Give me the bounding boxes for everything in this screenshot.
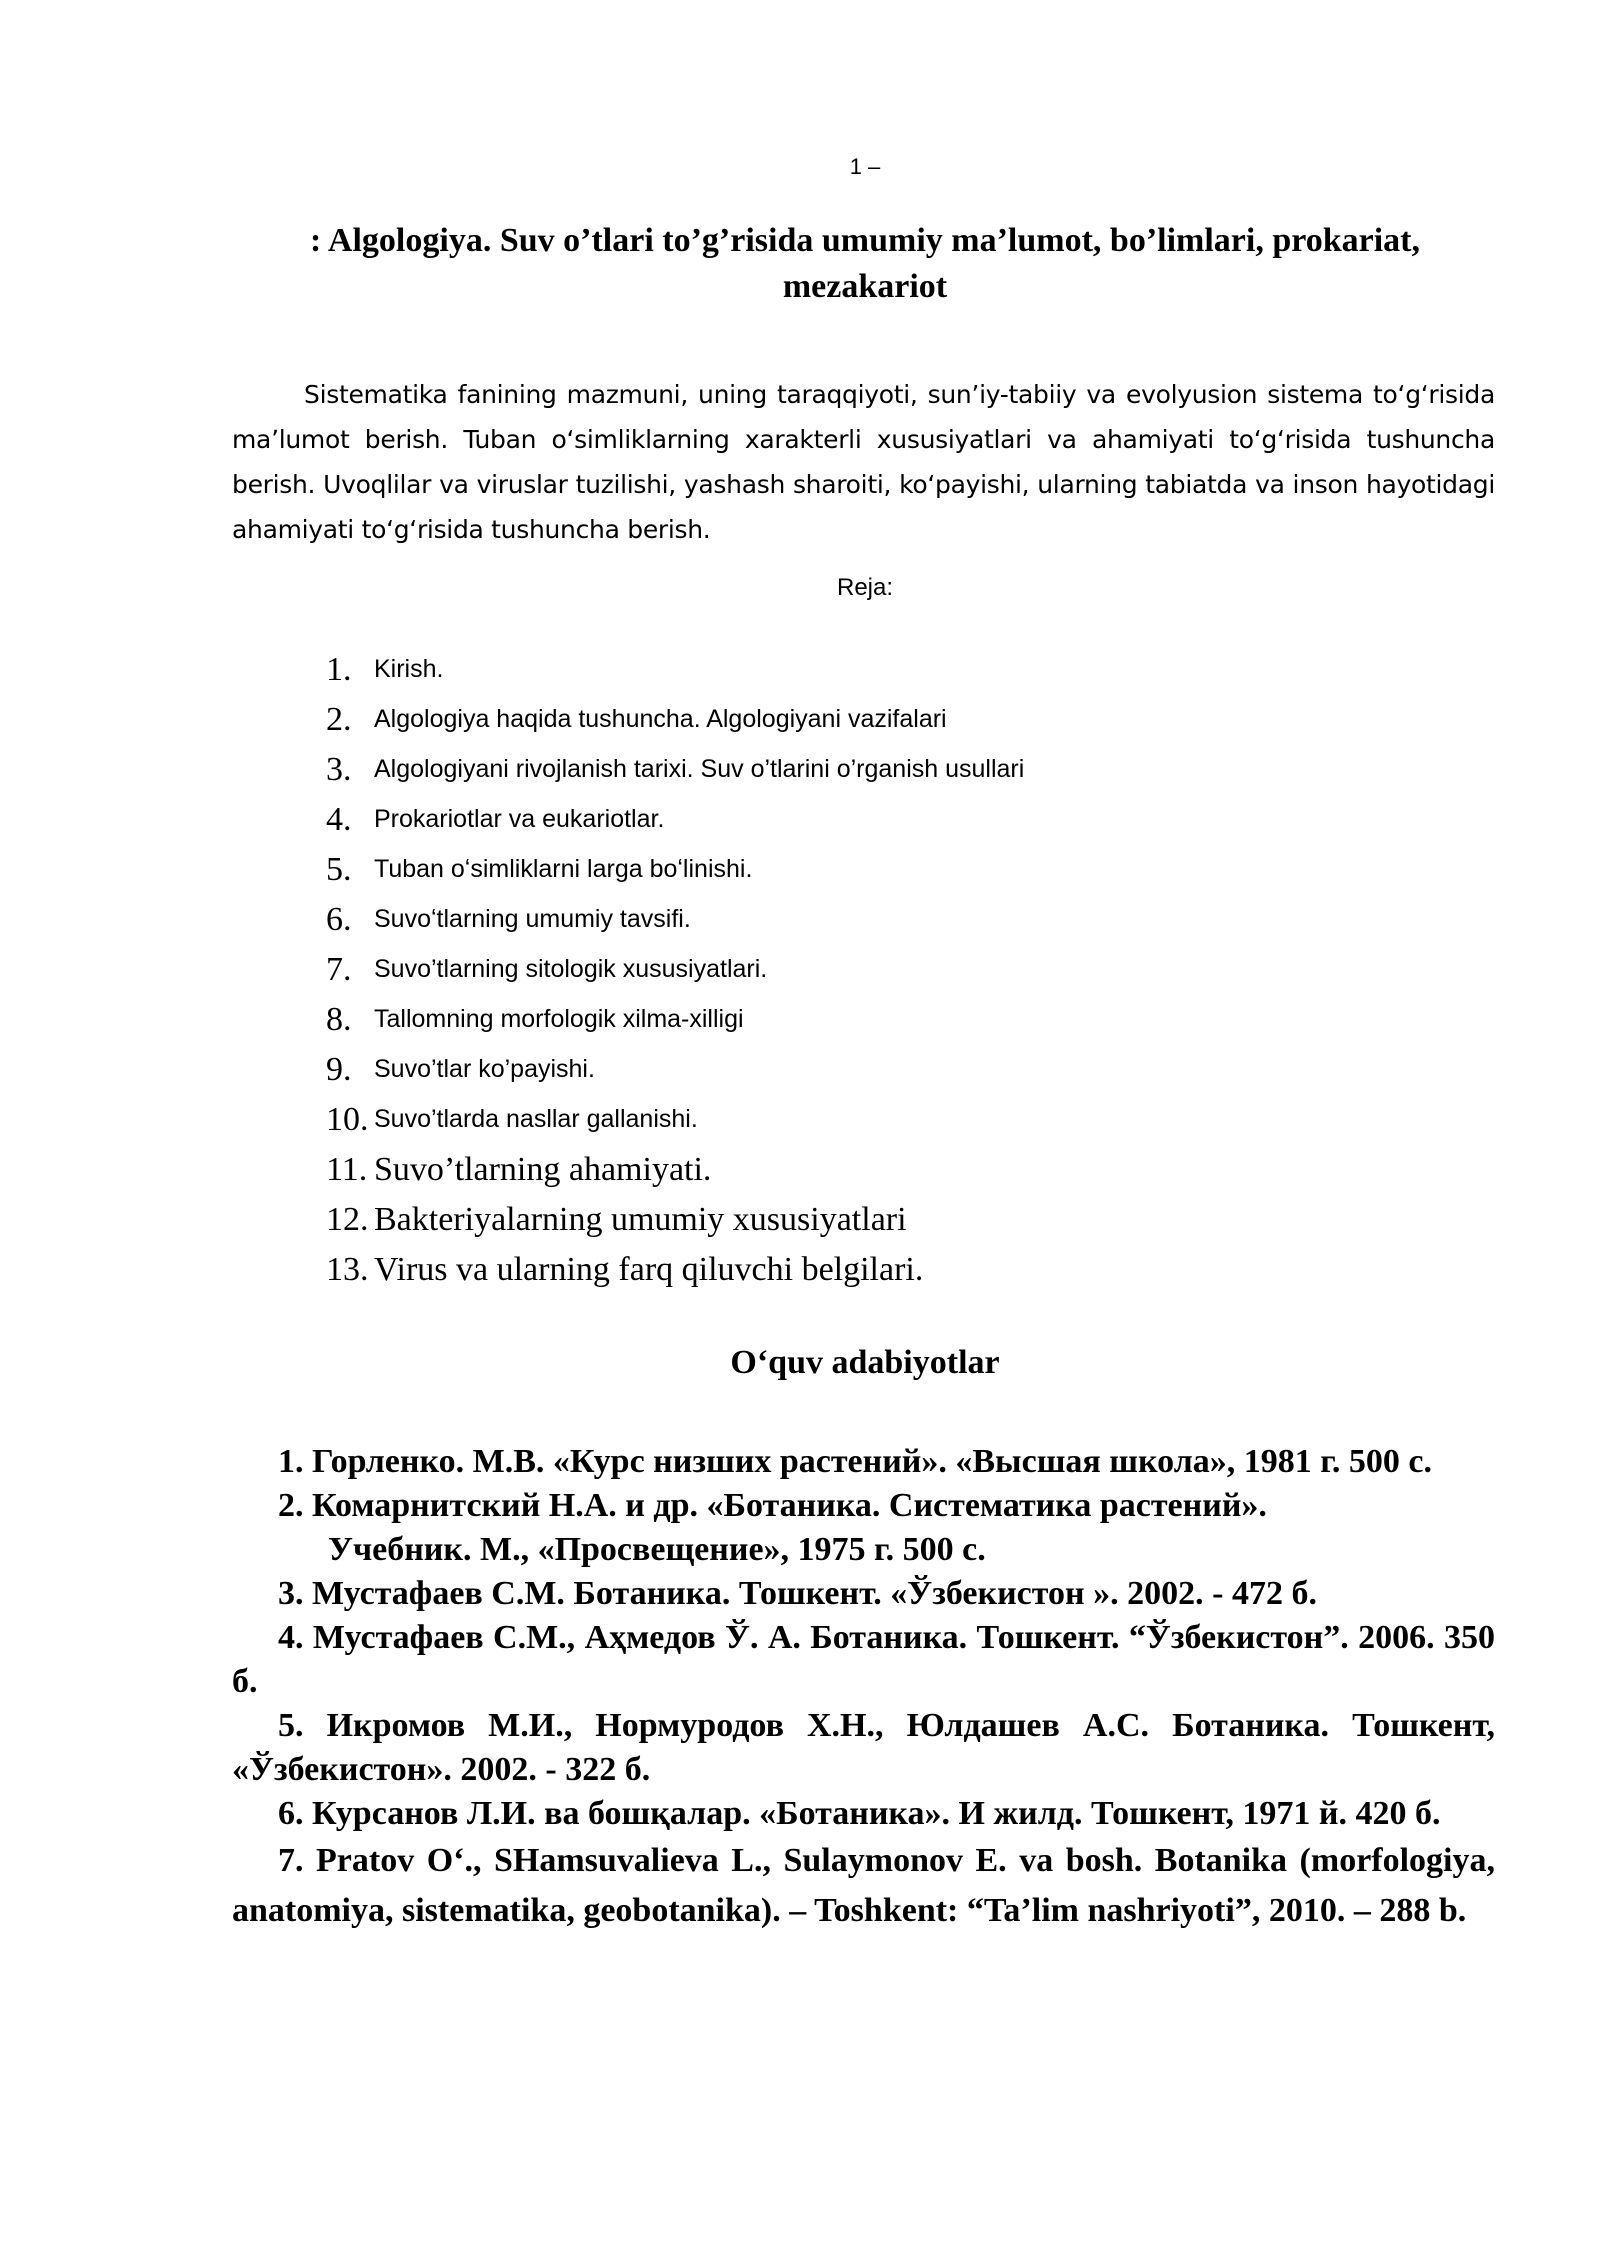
plan-item-text: Tuban oʻsimliklarni larga boʻlinishi. (374, 855, 753, 883)
plan-item-number: 10. (326, 1101, 369, 1138)
plan-item-number: 8. (326, 1001, 352, 1038)
plan-item (326, 1090, 1024, 1140)
reference-item: 2. Комарнитский Н.А. и др. «Ботаника. Систематика растений». (278, 1487, 1267, 1524)
plan-item-text: Suvo’tlarning sitologik xususiyatlari. (374, 955, 768, 983)
plan-item (326, 840, 1024, 890)
plan-item (326, 690, 1024, 740)
plan-item-text: Suvoʻtlarning umumiy tavsifi. (374, 905, 691, 933)
plan-item-text: Algologiyani rivojlanish tarixi. Suv o’tlarini o’rganish usullari (374, 755, 1025, 783)
page-number: 1 – (849, 154, 881, 179)
plan-item-number: 11. (326, 1151, 368, 1188)
plan-item (326, 990, 1024, 1040)
plan-item (326, 1140, 1024, 1190)
plan-item (326, 1190, 1024, 1240)
plan-item-number: 7. (326, 951, 352, 988)
intro-paragraph: Sistematika fanining mazmuni, uning taraqqiyoti, sun’iy-tabiiy va evolyusion sistema toʻgʻrisida maʼlumot berish. Tuban oʻsimliklarning xarakterli xususiyatlari va ahamiyati toʻgʻrisida tushuncha berish. Uvoqlilar va viruslar tuzilishi, yashash sharoiti, koʻpayishi, ularning tabiatda va inson hayotidagi ahamiyati toʻgʻrisida tushuncha berish. (232, 380, 1495, 544)
plan-item-number: 3. (326, 751, 352, 788)
plan-item-number: 13. (326, 1251, 369, 1288)
reference-item-continuation: Учебник. М., «Просвещение», 1975 г. 500 с. (328, 1531, 986, 1568)
plan-item-text: Kirish. (374, 655, 444, 683)
reference-item: 7. Pratov O‘., SHamsuvalieva L., Sulaymonov E. va bosh. Botanika (morfologiya, anatomiya, sistematika, geobotanika). – Toshkent: “Ta’lim nashriyoti”, 2010. – 288 b. (232, 1842, 1495, 1929)
reference-item: 3. Мустафаев С.М. Ботаника. Тошкент. «Ўзбекистон ». 2002. - 472 б. (278, 1575, 1317, 1612)
plan-item (326, 890, 1024, 940)
literature-heading: Oʻquv adabiyotlar (730, 1344, 1000, 1381)
reference-item: 5. Икромов М.И., Нормуродов Х.Н., Юлдашев А.С. Ботаника. Тошкент, «Ўзбекистон». 2002. - 322 б. (232, 1707, 1495, 1788)
plan-item (326, 1240, 1024, 1290)
plan-item-number: 5. (326, 851, 352, 888)
document-title: : Algologiya. Suv o’tlari to’g’risida umumiy ma’lumot, bo’limlari, prokariat, mezakariot (309, 222, 1420, 305)
plan-item-text: Prokariotlar va eukariotlar. (374, 805, 665, 833)
plan-item-text: Bakteriyalarning umumiy xususiyatlari (374, 1201, 907, 1238)
plan-item-text: Algologiya haqida tushuncha. Algologiyani vazifalari (374, 705, 947, 733)
plan-item-number: 4. (326, 801, 352, 838)
reference-item: 4. Мустафаев С.М., Аҳмедов Ў. А. Ботаника. Тошкент. “Ўзбекистон”. 2006. 350 б. (232, 1619, 1495, 1700)
plan-heading: Reja: (836, 574, 894, 601)
plan-item-text: Suvo’tlarda nasllar gallanishi. (374, 1105, 698, 1133)
plan-item (326, 1040, 1024, 1090)
plan-list (326, 640, 1024, 1290)
plan-item-number: 12. (326, 1201, 369, 1238)
plan-item-number: 1. (326, 651, 352, 688)
plan-item-number: 6. (326, 901, 352, 938)
plan-item-text: Suvo’tlarning ahamiyati. (374, 1151, 712, 1188)
plan-item-text: Suvo’tlar ko’payishi. (374, 1055, 595, 1083)
plan-item (326, 740, 1024, 790)
reference-item: 6. Курсанов Л.И. ва бошқалар. «Ботаника». И жилд. Тошкент, 1971 й. 420 б. (278, 1795, 1441, 1832)
plan-item (326, 640, 1024, 690)
plan-item (326, 940, 1024, 990)
plan-item-text: Tallomning morfologik xilma-xilligi (374, 1005, 744, 1033)
plan-item (326, 790, 1024, 840)
reference-list (232, 1440, 1495, 1936)
plan-item-number: 2. (326, 701, 352, 738)
plan-item-text: Virus va ularning farq qiluvchi belgilari. (374, 1251, 924, 1288)
reference-item: 1. Горленко. М.В. «Курс низших растений». «Высшая школа», 1981 г. 500 с. (278, 1443, 1432, 1480)
plan-item-number: 9. (326, 1051, 352, 1088)
